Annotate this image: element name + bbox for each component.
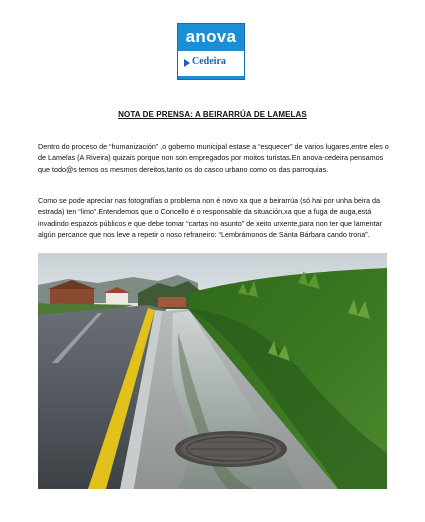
anova-logo: [177, 23, 245, 80]
logo-band: [178, 51, 244, 76]
play-arrow-icon: [184, 59, 190, 67]
logo-subtitle: Cedeira: [192, 56, 226, 67]
logo-name: anova: [185, 27, 237, 46]
paragraph-2: Como se pode apreciar nas fotografías o problema non é novo xa que a beirarrúa (só hai por unha beira da estrada) ten “limo”.Entendemos que o Concello é o responsable da situación,xa que a fuga de auga,está invadindo espazos públicos e que debe tomar “cartas no asunto” de xeito urxente,para non ter que lamentar algún percance que nos leve a repetir o noso refraneiro: “Lembrámonos de Santa Bárbara cando trona”.: [38, 196, 383, 239]
paragraph-1: Dentro do proceso de “humanización” ,o goberno municipal estase a “esquecer” de varios lugares,entre eles o de Lamelas (A Riveira) quizais porque non son empregados por moitos turistas.En anova-cedeira pensamos que todo@s temos os mesmos dereitos,tanto os do casco urbano como os das parroquias.: [38, 142, 389, 174]
sidewalk-photo-illustration: [38, 253, 387, 489]
press-release-title: NOTA DE PRENSA: A BEIRARRÚA DE LAMELAS: [118, 110, 307, 119]
sidewalk-photo: [38, 253, 387, 489]
